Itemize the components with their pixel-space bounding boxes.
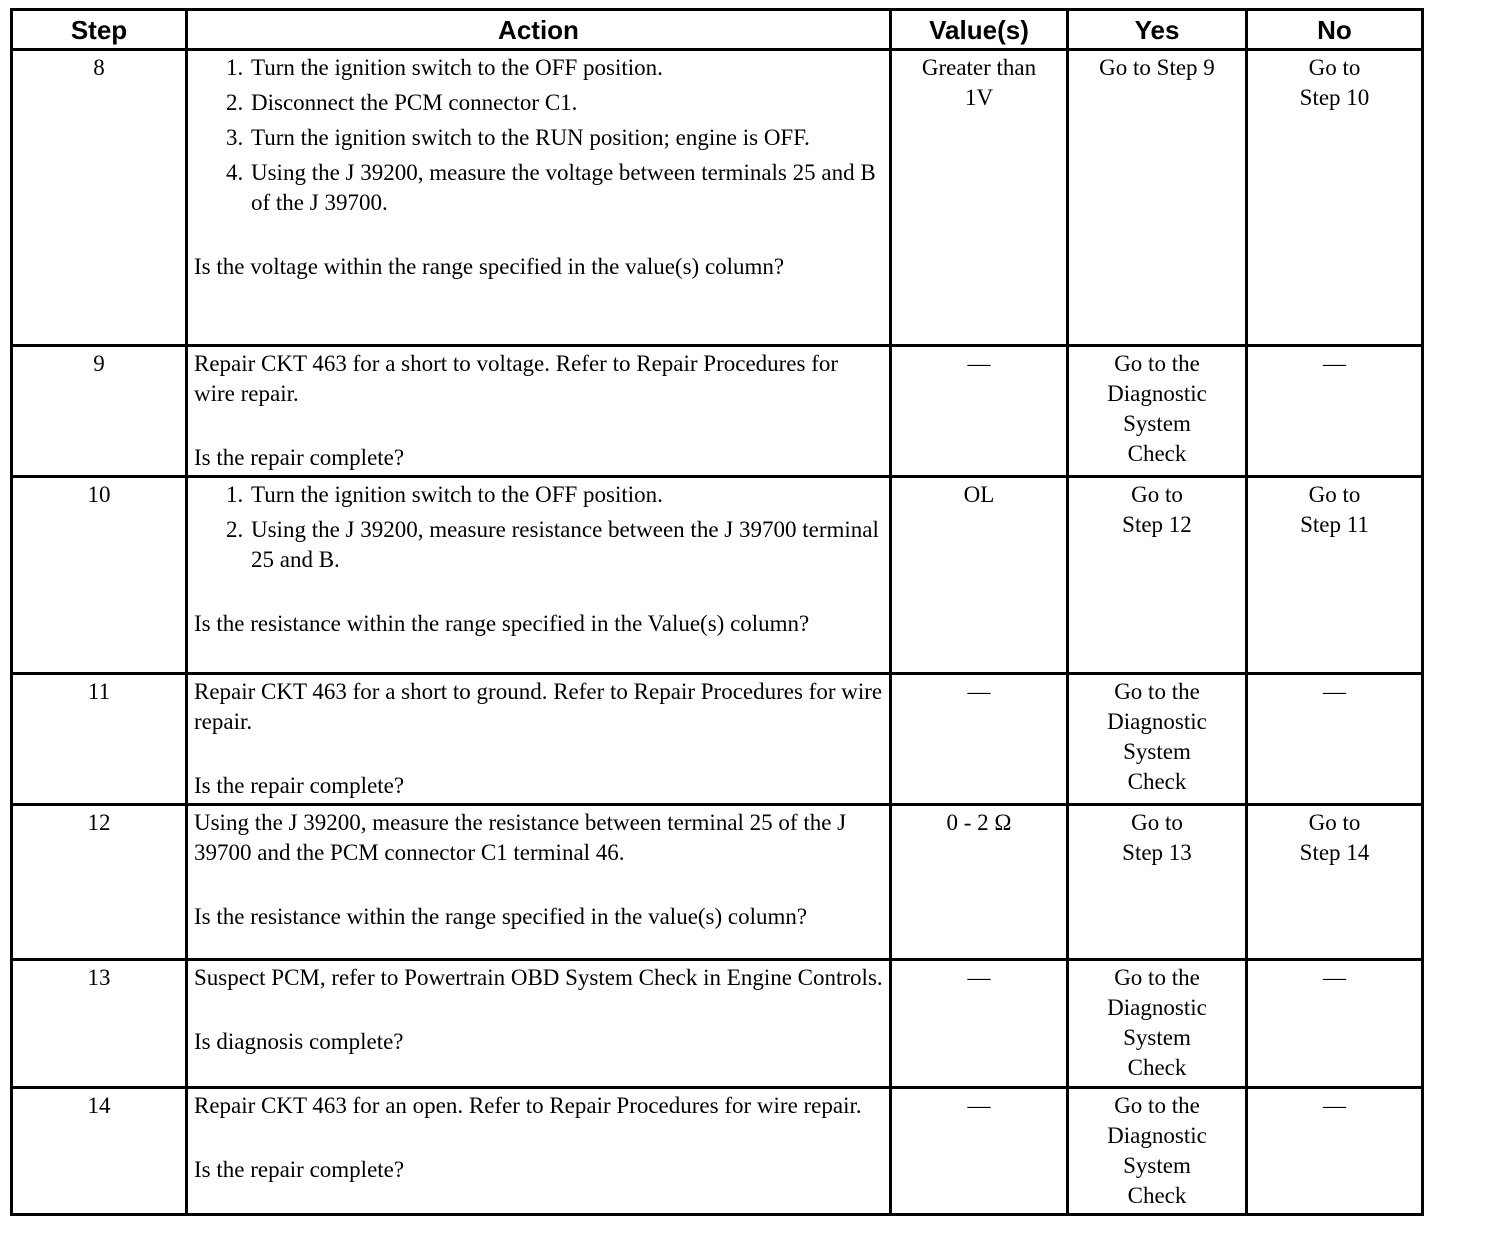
action-question: Is the repair complete?	[194, 773, 405, 798]
step-number: 11	[12, 674, 187, 805]
action-question: Is the voltage within the range specified in the value(s) column?	[194, 254, 785, 279]
no-cell: Go to Step 14	[1247, 805, 1423, 960]
value-cell: 0 - 2 Ω	[891, 805, 1068, 960]
action-question: Is the repair complete?	[194, 1157, 405, 1182]
table-row	[12, 50, 1423, 346]
action-question: Is diagnosis complete?	[194, 1029, 404, 1054]
header-values: Value(s)	[891, 10, 1068, 50]
no-cell: Go to Step 11	[1247, 477, 1423, 674]
step-number: 9	[12, 346, 187, 477]
no-cell: —	[1247, 674, 1423, 805]
substep-item: 2. Using the J 39200, measure resistance between the J 39700 terminal 25 and B.	[249, 515, 883, 575]
action-cell	[187, 50, 891, 346]
action-question: Is the resistance within the range specified in the Value(s) column?	[194, 611, 810, 636]
table-row	[12, 477, 1423, 674]
no-cell: —	[1247, 960, 1423, 1088]
action-question: Is the repair complete?	[194, 445, 405, 470]
diagnostic-table	[10, 8, 1424, 1216]
step-number: 13	[12, 960, 187, 1088]
yes-cell: Go to Step 9	[1068, 50, 1247, 346]
action-question: Is the resistance within the range specified in the value(s) column?	[194, 904, 808, 929]
step-number: 14	[12, 1088, 187, 1215]
no-cell: —	[1247, 1088, 1423, 1215]
action-cell	[187, 674, 891, 805]
header-no: No	[1247, 10, 1423, 50]
substep-item: 1. Turn the ignition switch to the OFF position.	[249, 480, 883, 510]
substep-item: 4. Using the J 39200, measure the voltage between terminals 25 and B of the J 39700.	[249, 158, 883, 218]
value-cell: —	[891, 1088, 1068, 1215]
substep-item: 3. Turn the ignition switch to the RUN position; engine is OFF.	[249, 123, 883, 153]
yes-cell: Go to Step 12	[1068, 477, 1247, 674]
header-yes: Yes	[1068, 10, 1247, 50]
value-cell: —	[891, 960, 1068, 1088]
action-text: Repair CKT 463 for a short to ground. Refer to Repair Procedures for wire repair.	[194, 679, 883, 734]
step-number: 12	[12, 805, 187, 960]
table-row	[12, 1088, 1423, 1215]
action-cell	[187, 805, 891, 960]
yes-cell: Go to the Diagnostic System Check	[1068, 1088, 1247, 1215]
action-cell	[187, 477, 891, 674]
no-cell: —	[1247, 346, 1423, 477]
yes-cell: Go to the Diagnostic System Check	[1068, 960, 1247, 1088]
value-cell: —	[891, 346, 1068, 477]
action-text: Repair CKT 463 for a short to voltage. Refer to Repair Procedures for wire repair.	[194, 351, 839, 406]
substep-item: 1. Turn the ignition switch to the OFF position.	[249, 53, 883, 83]
no-cell: Go to Step 10	[1247, 50, 1423, 346]
action-text: Repair CKT 463 for an open. Refer to Repair Procedures for wire repair.	[194, 1093, 862, 1118]
value-cell: OL	[891, 477, 1068, 674]
table-row	[12, 960, 1423, 1088]
yes-cell: Go to Step 13	[1068, 805, 1247, 960]
action-cell	[187, 1088, 891, 1215]
table-row	[12, 674, 1423, 805]
header-step: Step	[12, 10, 187, 50]
step-number: 10	[12, 477, 187, 674]
table-row	[12, 805, 1423, 960]
table-row	[12, 346, 1423, 477]
value-cell: Greater than 1V	[891, 50, 1068, 346]
yes-cell: Go to the Diagnostic System Check	[1068, 346, 1247, 477]
value-cell: —	[891, 674, 1068, 805]
action-cell	[187, 960, 891, 1088]
substep-list	[194, 480, 883, 575]
action-cell	[187, 346, 891, 477]
substep-list	[194, 53, 883, 218]
yes-cell: Go to the Diagnostic System Check	[1068, 674, 1247, 805]
header-action: Action	[187, 10, 891, 50]
table-header-row	[12, 10, 1423, 50]
substep-item: 2. Disconnect the PCM connector C1.	[249, 88, 883, 118]
action-text: Suspect PCM, refer to Powertrain OBD System Check in Engine Controls.	[194, 965, 883, 990]
action-text: Using the J 39200, measure the resistance between terminal 25 of the J 39700 and the PCM connector C1 terminal 46.	[194, 810, 847, 865]
step-number: 8	[12, 50, 187, 346]
